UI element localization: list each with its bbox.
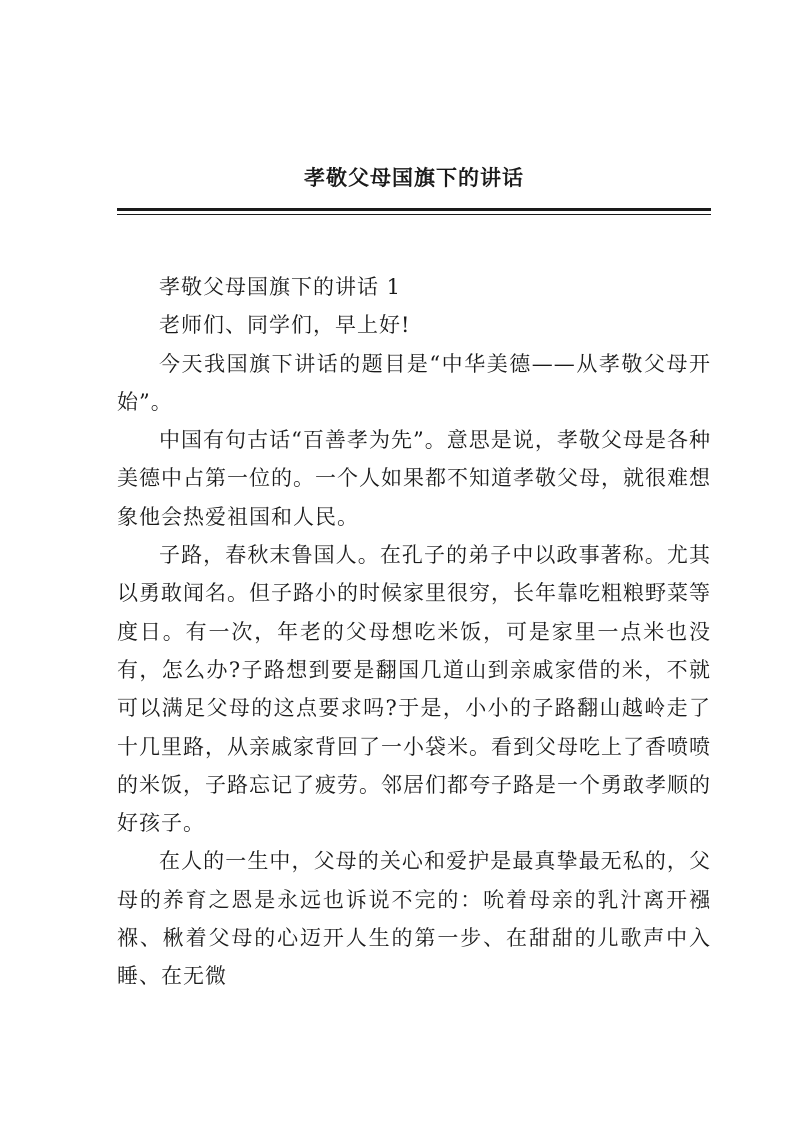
document-body [117, 268, 711, 996]
proverb-paragraph: 中国有句古话“百善孝为先”。意思是说，孝敬父母是各种美德中占第一位的。一个人如果都不知道孝敬父母，就很难想象他会热爱祖国和人民。 [117, 428, 711, 529]
speech-heading: 孝敬父母国旗下的讲话 1 [159, 275, 402, 299]
parents-love-paragraph: 在人的一生中，父母的关心和爱护是最真挚最无私的，父母的养育之恩是永远也诉说不完的：吮着母亲的乳汁离开襁褓、楸着父母的心迈开人生的第一步、在甜甜的儿歌声中入睡、在无微 [117, 849, 711, 989]
zilu-story-paragraph: 子路，春秋末鲁国人。在孔子的弟子中以政事著称。尤其以勇敢闻名。但子路小的时候家里很穷，长年靠吃粗粮野菜等度日。有一次，年老的父母想吃米饭，可是家里一点米也没有，怎么办?子路想到要是翻国几道山到亲戚家借的米，不就可以满足父母的这点要求吗?于是，小小的子路翻山越岭走了十几里路，从亲戚家背回了一小袋米。看到父母吃上了香喷喷的米饭，子路忘记了疲劳。邻居们都夸子路是一个勇敢孝顺的好孩子。 [117, 543, 711, 836]
topic-paragraph: 今天我国旗下讲话的题目是“中华美德——从孝敬父母开始”。 [117, 351, 711, 414]
document-title: 孝敬父母国旗下的讲话 [304, 165, 524, 190]
title-rule-thin [117, 214, 711, 215]
greeting-paragraph: 老师们、同学们，早上好! [159, 313, 411, 338]
title-rule-thick [117, 208, 711, 211]
